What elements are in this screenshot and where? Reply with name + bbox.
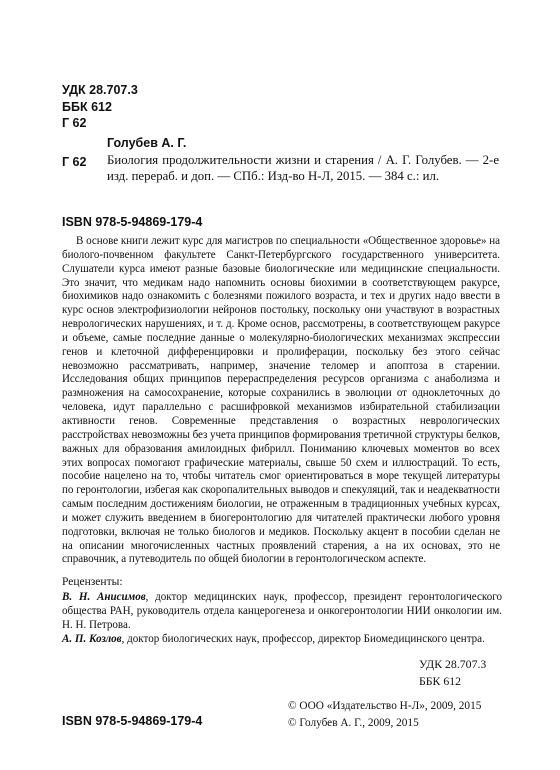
bbk-code: ББК 612 (62, 99, 112, 114)
author-mark: Г 62 (62, 116, 87, 130)
bibliographic-description: Биология продолжительности жизни и старения / А. Г. Голубев. — 2-е изд. перераб. и доп. — СПб.: Изд-во Н-Л, 2015. — 384 с.: ил. (107, 153, 499, 183)
entry-author: Голубев А. Г. (107, 136, 187, 150)
copyright-author: © Голубев А. Г., 2009, 2015 (288, 717, 419, 729)
reviewers-title: Рецензенты: (62, 576, 123, 588)
reviewer-name: В. Н. Анисимов (62, 591, 146, 603)
reviewer-name: А. П. Козлов (62, 632, 122, 645)
reviewer-entry (62, 633, 502, 647)
book-abstract: В основе книги лежит курс для магистров по специальности «Общественное здоровье» на биолого-почвенном факультете Санкт-Петербургского государственного университета. Слушатели курса имеют разные базовые биологические или медицинские специальности. Это значит, что медикам надо напомнить основы биохимии в соответствующем ракурсе, биохимиков надо ознакомить с болезнями пожилого возраста, и тех и других надо ввести в курс основ электрофизиологии нейронов постольку, поскольку они участвуют в возрастных неврологических нарушениях, и т. д. Кроме основ, рассмотрены, в соответствующем ракурсе и объеме, самые последние данные о молекулярно-биологических механизмах экспрессии генов и клеточной дифференцировки и пролиферации, поскольку без этого сейчас невозможно рассматривать, например, значение теломер и апоптоза в старении. Исследования общих принципов перераспределения ресурсов организма с анаболизма и размножения на самосохранение, которые сохранились в эволюции от одноклеточных до человека, идут параллельно с расшифровкой механизмов избирательной стабилизации активности генов. Современные представления о возрастных неврологических расстройствах невозможны без учета принципов формирования третичной структуры белков, важных для образования амилоидных фибрилл. Пониманию ключевых моментов во всех этих вопросах помогают графические материалы, свыше 50 схем и иллюстраций. То есть, пособие нацелено на то, чтобы читатель смог ориентироваться в море текущей литературы по геронтологии, избегая как скоропалительных выводов и спекуляций, так и неадекватности самым последним достижениям биологии, не отраженным в традиционных учебных курсах, и может служить введением в биогеронтологию для читателей практически любого уровня подготовки, включая не только биологов и медиков. Поскольку акцент в пособии сделан не на описании многочисленных частных проявлений старения, а на их основах, это не справочник, а путеводитель по общей биологии в геронтологическом аспекте. (62, 235, 500, 566)
footer-bbk: ББК 612 (419, 673, 462, 688)
footer-udk: УДК 28.707.3 (419, 657, 487, 671)
reviewers-list (62, 591, 502, 646)
entry-shelf-mark: Г 62 (62, 155, 87, 169)
reviewer-details: , доктор биологических наук, профессор, директор Биомедицинского центра. (121, 632, 485, 645)
reviewer-entry (62, 591, 502, 633)
footer-isbn: ISBN 978-5-94869-179-4 (62, 714, 203, 728)
reviewer-details: , доктор медицинских наук, профессор, президент геронтологического общества РАН, руководитель отдела канцерогенеза и онкогеронтологии НИИ онкологии им. Н. Н. Петрова. (62, 591, 502, 631)
isbn: ISBN 978-5-94869-179-4 (62, 215, 203, 229)
classification-codes (62, 82, 138, 132)
footer-codes (419, 656, 486, 689)
udk-code: УДК 28.707.3 (62, 83, 138, 97)
copyright-block (288, 698, 481, 732)
copyright-publisher: © ООО «Издательство Н-Л», 2009, 2015 (288, 700, 482, 712)
